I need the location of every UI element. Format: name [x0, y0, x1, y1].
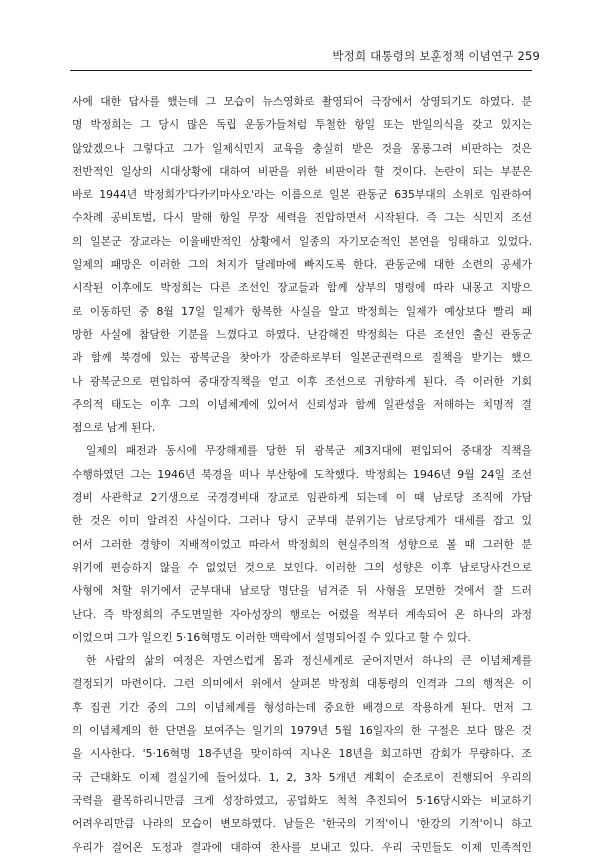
text-line: 국력을 괄목하리니만큼 크게 성장하였고, 공업화도 척척 추진되어 5·16당시와는 비교하기 [72, 793, 532, 807]
text-line: 사에 대한 답사를 했는데 그 모습이 뉴스영화로 촬영되어 극장에서 상영되기도 하였다. 분 [72, 95, 532, 108]
text-line: 이었으며 그가 일으킨 5·16혁명도 이러한 맥락에서 설명되어질 수 있다고 할 수 있다. [72, 630, 471, 644]
paragraph [72, 439, 532, 649]
text-line: 의 이념체계의 한 단면을 보여주는 일기의 1979년 5월 16일자의 한 구절은 보다 많은 것 [72, 724, 532, 738]
text-line: 시작된 이후에도 박정희는 다른 조선인 장교들과 함께 상부의 명령에 따라 내몽고 지방으 [72, 281, 532, 295]
running-header [332, 48, 540, 64]
text-line: 을 시사한다. '5·16혁명 18주년을 맞이하여 지나온 18년을 회고하면 감회가 무량하다. 조 [72, 747, 532, 761]
text-line: 일제의 패전과 동시에 무장해제를 당한 뒤 광복군 제3지대에 편입되어 중대장 직책을 [86, 444, 532, 458]
text-line: 수차례 공비토벌, 다시 말해 항일 무장 세력을 진압하면서 시작된다. 즉 그는 식민지 조선 [72, 211, 532, 225]
text-line: 한 사람의 삶의 여정은 자연스럽게 몸과 정신세계로 굳어지면서 하나의 큰 이념체계를 [86, 654, 532, 668]
text-line: 나 광복군으로 편입하여 중대장직책을 얻고 이후 조선으로 귀향하게 된다. 즉 이러한 기회 [72, 374, 532, 388]
text-line: 망한 사실에 참담한 기분을 느꼈다고 하였다. 난감해진 박정희는 다른 조선인 출신 관동군 [72, 327, 532, 341]
page-number: 259 [517, 49, 540, 63]
text-line: 국 근대화도 이제 결실기에 들어섰다. 1, 2, 3차 5개년 계획이 순조로이 진행되어 우리의 [72, 770, 532, 784]
text-line: 우리가 걸어온 도정과 결과에 대하여 찬사를 보내고 있다. 우리 국민들도 이제 민족적인 [72, 840, 532, 854]
text-line: 주의적 태도는 이후 그의 이념체계에 있어서 신뢰성과 함께 일관성을 저해하는 치명적 결 [72, 397, 532, 411]
text-line: 결정되기 마련이다. 그런 의미에서 위에서 살펴본 박정희 대통령의 인격과 그의 행적은 이 [72, 677, 532, 691]
text-line: 전반적인 일상의 시대상황에 대하여 비판을 위한 비판이라 할 것이다. 논란이 되는 부분은 [72, 164, 532, 178]
text-line: 로 이동하던 중 8월 17일 일제가 항복한 사실을 알고 박정희는 일제가 예상보다 빨리 패 [72, 304, 532, 318]
text-line: 위기에 편승하지 않을 수 없었던 것으로 보인다. 이러한 그의 성향은 이후 남로당사건으로 [72, 560, 532, 574]
text-line: 어려우리만큼 나라의 모습이 변모하였다. 남들은 '한국의 기적'이니 '한강의 기적'이니 하고 [72, 817, 532, 831]
text-line: 사형에 처할 위기에서 군부대내 남로당 명단을 넘겨준 뒤 사형을 모면한 것에서 잘 드러 [72, 584, 532, 598]
text-line: 점으로 남게 된다. [72, 421, 156, 435]
text-line: 수행하였던 그는 1946년 북경을 떠나 부산항에 도착했다. 박정희는 1946년 9월 24일 조선 [72, 467, 532, 481]
text-line: 어서 그러한 경향이 지배적이었고 따라서 박정희의 현실주의적 성향으로 볼 때 그러한 분 [72, 537, 532, 551]
running-header-title: 박정희 대통령의 보훈정책 이념연구 [332, 49, 514, 63]
text-line: 한 것은 이미 알려진 사실이다. 그러나 당시 군부대 분위기는 남로당계가 대세를 잡고 있 [72, 514, 532, 528]
paragraph [72, 649, 532, 859]
text-line: 경비 사관학교 2기생으로 국경경비대 장교로 임관하게 되는데 이 때 남로당 조직에 가담 [72, 491, 532, 505]
body-text [72, 90, 532, 859]
paragraph [72, 90, 532, 439]
text-line: 과 함께 북경에 있는 광복군을 찾아가 장준하로부터 일본군권력으로 질책을 받기는 했으 [72, 351, 532, 365]
text-line: 않았겠으나 그렇다고 그가 일제식민지 교육을 충실히 받은 것을 몽롱그려 비판하는 것은 [72, 141, 532, 155]
text-line: 바로 1944년 박정희가'다카키마사오'라는 이름으로 일본 관동군 635부대의 소위로 임관하여 [72, 188, 532, 202]
text-line: 명 박정희는 그 당시 많은 독립 운동가들처럼 투철한 항일 또는 반일의식을 갖고 있지는 [72, 118, 532, 132]
text-line: 후 집권 기간 중의 그의 이념체계를 형성하는데 중요한 배경으로 작용하게 된다. 먼저 그 [72, 700, 532, 714]
text-line: 난다. 즉 박정희의 주도면밀한 자아성장의 행로는 어렸을 적부터 계속되어 온 하나의 과정 [72, 607, 532, 621]
text-line: 의 일본군 장교라는 이율배반적인 상황에서 일종의 자기모순적인 본연을 잉태하고 있었다. [72, 234, 532, 248]
text-line: 일제의 패망은 이러한 그의 처지가 달레마에 빠지도록 한다. 관동군에 대한 소련의 공세가 [72, 258, 532, 272]
header-divider [70, 70, 532, 71]
